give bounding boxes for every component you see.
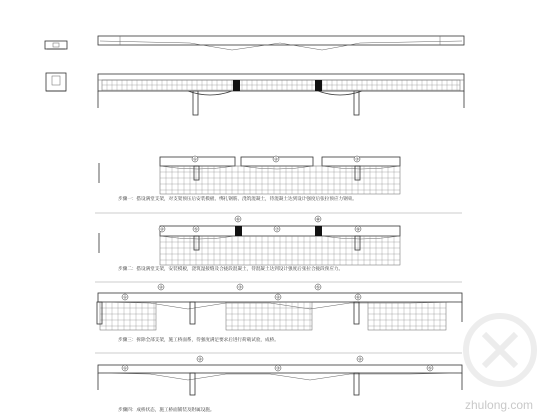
closure-block: [315, 226, 322, 236]
svg-text:⑥: ⑥: [236, 216, 240, 222]
stage-2-marker: [193, 226, 199, 232]
svg-text:②: ②: [159, 284, 163, 290]
svg-text:⑥: ⑥: [356, 294, 360, 300]
closure-block: [315, 80, 322, 91]
pier: [354, 373, 359, 395]
svg-text:②: ②: [198, 356, 202, 362]
stage-3-marker: [315, 284, 321, 290]
stage-3-marker: [122, 294, 128, 300]
svg-text:⑦: ⑦: [275, 226, 279, 232]
watermark-logo: [466, 316, 534, 384]
falsework-grid-stage-3: [226, 302, 312, 330]
soffit-curve: [241, 166, 313, 169]
svg-text:④: ④: [358, 356, 362, 362]
svg-text:③: ③: [355, 156, 359, 162]
stage-2-note: 步骤二：搭设满堂支架，安装模板，浇筑湿接缝及合拢段混凝土，待混凝土达到设计强度后张拉合拢段预应力。: [118, 267, 344, 272]
stage-2-marker: [315, 216, 321, 222]
falsework-grid-top: [102, 80, 460, 91]
stage-4-marker: [275, 365, 281, 371]
watermark-text: zhulong.com: [465, 398, 534, 412]
soffit-curve: [160, 236, 235, 239]
stage-2-marker: [159, 226, 165, 232]
stage-2-marker: [235, 216, 241, 222]
svg-text:⑨: ⑨: [356, 226, 360, 232]
svg-text:①: ①: [193, 156, 197, 162]
stage-2-marker: [355, 226, 361, 232]
svg-text:③: ③: [276, 365, 280, 371]
pier-section-icon: [46, 73, 66, 91]
svg-text:④: ④: [276, 294, 280, 300]
stage-1-marker: [192, 156, 198, 162]
stage-2-marker: [274, 226, 280, 232]
stage-4-marker: [357, 356, 363, 362]
svg-text:④: ④: [160, 226, 164, 232]
stage-1-marker: [273, 156, 279, 162]
svg-text:⑤: ⑤: [194, 226, 198, 232]
soffit-curve: [322, 236, 400, 239]
falsework-grid-stage-2: [160, 236, 400, 265]
soffit-line: [98, 373, 462, 380]
svg-text:⑤: ⑤: [428, 365, 432, 371]
cross-section-icon: [45, 41, 67, 49]
svg-text:⑧: ⑧: [316, 216, 320, 222]
stage-1-note: 步骤一：搭设满堂支架，对支架预压后安装模板、绑扎钢筋、浇筑混凝土，待混凝土达到设计强度后张拉预应力钢束。: [118, 197, 357, 202]
soffit-curve: [160, 166, 235, 169]
stage-3-marker: [275, 294, 281, 300]
stage-4-marker: [197, 356, 203, 362]
closure-block: [233, 80, 240, 91]
closure-block: [235, 226, 242, 236]
pier: [190, 302, 195, 324]
pier: [97, 302, 102, 324]
falsework-grid-stage-3: [100, 302, 156, 330]
svg-text:①: ①: [123, 365, 127, 371]
svg-text:②: ②: [274, 156, 278, 162]
stage-4-marker: [427, 365, 433, 371]
pier: [190, 373, 195, 395]
bridge-plan-view: [98, 36, 464, 50]
stage-4-note: 步骤四：成桥状态，施工桥面铺装及附属设施。: [118, 408, 215, 413]
deck-segment: [322, 157, 400, 166]
pier: [354, 302, 359, 324]
falsework-grid-stage-3: [368, 302, 446, 330]
stage-3-marker: [237, 284, 243, 290]
stage-1-marker: [354, 156, 360, 162]
svg-text:⑤: ⑤: [316, 284, 320, 290]
svg-text:③: ③: [238, 284, 242, 290]
soffit-curve: [322, 166, 400, 169]
svg-text:①: ①: [123, 294, 127, 300]
stage-4-marker: [122, 365, 128, 371]
stage-3-marker: [355, 294, 361, 300]
stage-3-note: 步骤三：拆除全部支架，施工桥面系，待强度满足要求后进行荷载试验，成桥。: [118, 338, 279, 343]
stage-3-marker: [158, 284, 164, 290]
